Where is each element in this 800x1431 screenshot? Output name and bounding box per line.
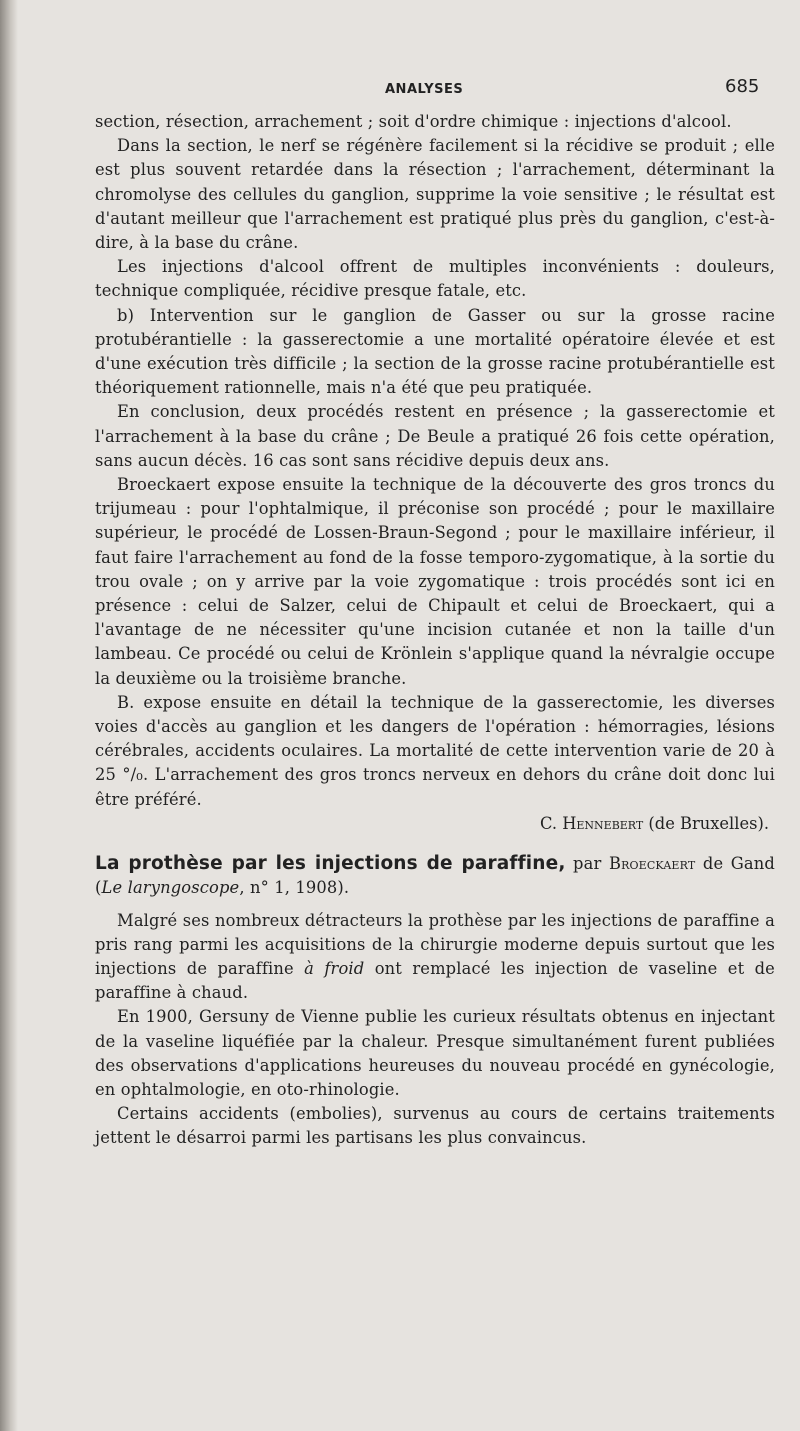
paragraph: Les injections d'alcool offrent de multiples inconvénients : douleurs, technique compliquée, récidive presque fatale, etc. [95,257,775,301]
article-heading [95,852,775,900]
paragraph-text: Malgré ses nombreux détracteurs la prothèse par les injections de paraffine a pris rang parmi les acquisitions de la chirurgie moderne depuis surtout que les injections de paraffine [95,910,775,978]
paragraph: En conclusion, deux procédés restent en présence ; la gasserectomie et l'arrachement à la base du crâne ; De Beule a pratiqué 26 fois cette opération, sans aucun décès. 16 cas sont sans récidive depuis deux ans. [95,402,775,470]
page-edge-shadow [0,0,18,1431]
document-page [95,70,775,1151]
article-from: de Gand ( [95,854,776,898]
paragraph: En 1900, Gersuny de Vienne publie les curieux résultats obtenus en injectant de la vaseline liquéfiée par la chaleur. Presque simultanément furent publiées des observations d'applications heureuses du nouveau procédé en gynécologie, en ophtalmologie, en oto-rhinologie. [95,1007,775,1099]
paragraph [95,909,775,1006]
paragraph: section, résection, arrachement ; soit d'ordre chimique : injections d'alcool. [95,112,732,131]
article-journal: Le laryngoscope [101,878,240,898]
paragraph-text: ont remplacé les injection de vaseline et de paraffine à chaud. [95,958,775,1003]
body-text [95,110,775,1151]
article-by: par [565,854,609,874]
signature-place: (de Bruxelles). [643,813,769,833]
paragraph-emphasis: à froid [304,958,365,978]
paragraph: Dans la section, le nerf se régénère facilement si la récidive se produit ; elle est plus souvent retardée dans la résection ; l'arrachement, déterminant la chromolyse des cellules du ganglion, supprime la voie sensitive ; le résultat est d'autant meilleur que l'arrachement est pratiqué plus près du ganglion, c'est-à-dire, à la base du crâne. [95,136,775,253]
signature-name: Hennebert [562,813,644,833]
article-title: La prothèse par les injections de paraffine, [95,853,566,875]
paragraph: B. expose ensuite en détail la technique de la gasserectomie, les diverses voies d'accès au ganglion et les dangers de l'opération : hémorragies, lésions cérébrales, accidents oculaires. La mortalité de cette intervention varie de 20 à 25 °/₀. L'arrachement des gros troncs nerveux en dehors du crâne doit donc lui être préféré. [95,692,775,809]
section-gap [95,836,775,852]
author-signature [95,812,775,836]
paragraph: Broeckaert expose ensuite la technique de la découverte des gros troncs du trijumeau : pour l'ophtalmique, il préconise son procédé ; pour le maxillaire supérieur, le procédé de Lossen-Braun-Segond ; pour le maxillaire inférieur, il faut faire l'arrachement au fond de la fosse temporo-zygomatique, à la sortie du trou ovale ; on y arrive par la voie zygomatique : trois procédés sont ici en présence : celui de Salzer, celui de Chipault et celui de Broeckaert, qui a l'avantage de ne nécessiter qu'une incision cutanée et non la taille d'un lambeau. Ce procédé ou celui de Krönlein s'applique quand la névralgie occupe la deuxième ou la troisième branche. [95,475,775,688]
running-head: ANALYSES [385,82,464,97]
paragraph: b) Intervention sur le ganglion de Gasser ou sur la grosse racine protubérantielle : la gasserectomie a une mortalité opératoire élevée et est d'une exécution très difficile ; la section de la grosse racine protubérantielle est théoriquement rationnelle, mais n'a été que peu pratiquée. [95,305,775,398]
heading-gap [95,901,775,909]
paragraph: Certains accidents (embolies), survenus au cours de certains traitements jettent le désarroi parmi les partisans les plus convaincus. [95,1104,775,1148]
page-number: 685 [725,76,760,97]
article-author: Broeckaert [608,854,696,874]
signature-initial: C. [539,813,563,833]
article-issue: , n° 1, 1908). [239,878,350,898]
page-header [95,70,775,110]
